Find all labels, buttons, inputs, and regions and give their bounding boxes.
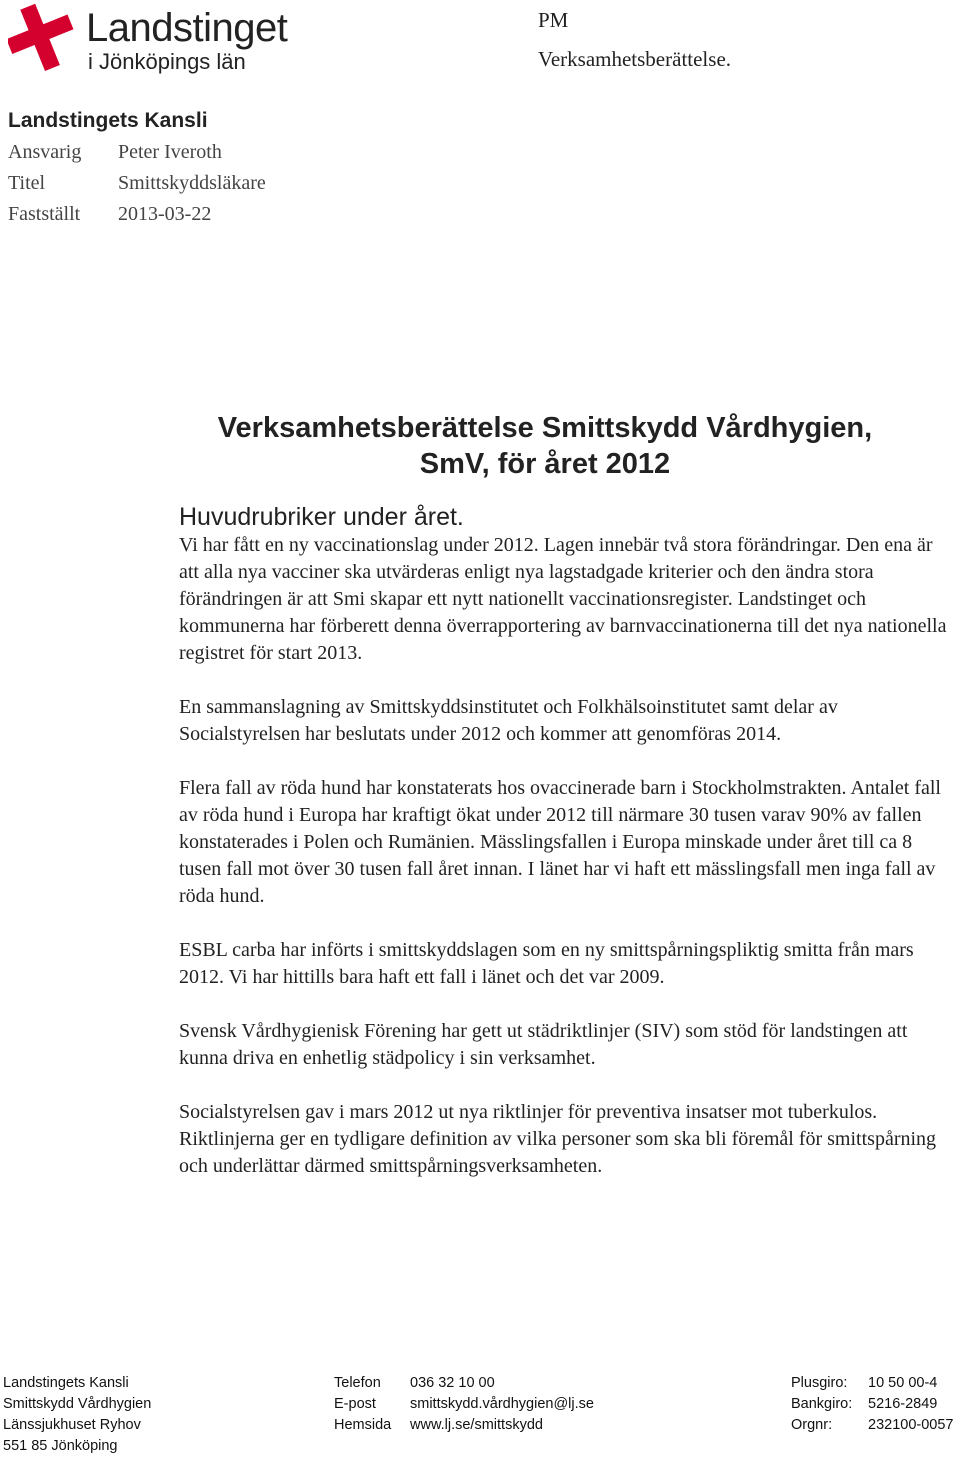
footer-address-line: Länssjukhuset Ryhov: [3, 1417, 141, 1433]
footer-contact-values: [410, 1373, 594, 1436]
document-body: [179, 532, 951, 1207]
title-line-1: Verksamhetsberättelse Smittskydd Vårdhygien,: [217, 412, 873, 444]
meta-row-title: [8, 168, 266, 199]
footer-contact-labels: [334, 1373, 391, 1436]
footer-orgnr: 232100-0057: [868, 1417, 954, 1433]
paragraph-esbl: ESBL carba har införts i smittskyddslagen som en ny smittspårningspliktig smitta från mars 2012. Vi har hittills bara haft ett fall i länet och det var 2009.: [179, 939, 914, 988]
logo-region: i Jönköpings län: [88, 49, 246, 74]
footer-label-orgnr: Orgnr:: [791, 1417, 833, 1433]
footer-website-link[interactable]: www.lj.se/smittskydd: [410, 1417, 543, 1433]
footer-label-bankgiro: Bankgiro:: [791, 1396, 853, 1412]
meta-value: Smittskyddsläkare: [118, 172, 266, 194]
paragraph-merger: En sammanslagning av Smittskyddsinstitutet och Folkhälsoinstitutet samt delar av Socialstyrelsen har beslutats under 2012 och kommer att genomföras 2014.: [179, 696, 838, 745]
footer-label-email: E-post: [334, 1396, 376, 1412]
landstinget-cross-icon: [8, 2, 74, 72]
footer-bank-labels: [791, 1373, 852, 1436]
footer-label-website: Hemsida: [334, 1417, 392, 1433]
meta-label: Titel: [8, 172, 46, 194]
paragraph-cleaning-guidelines: Svensk Vårdhygienisk Förening har gett ut städriktlinjer (SIV) som stöd för landstingen att kunna driva en enhetlig städpolicy i sin verksamhet.: [179, 1020, 908, 1069]
footer: [0, 1373, 960, 1457]
doc-type: PM: [538, 8, 569, 32]
office-heading: Landstingets Kansli: [8, 109, 208, 132]
footer-bankgiro: 5216-2849: [868, 1396, 938, 1412]
paragraph-tuberculosis: Socialstyrelsen gav i mars 2012 ut nya riktlinjer för preventiva insatser mot tuberkulos. Riktlinjerna ger en tydligare definition av vilka personer som ska bli föremål för smittspårning och underlättar därmed smittspårningsverksamheten.: [179, 1101, 937, 1177]
logo: [8, 2, 318, 74]
footer-address-line: 551 85 Jönköping: [3, 1438, 118, 1454]
footer-address-line: Landstingets Kansli: [3, 1375, 129, 1391]
footer-label-phone: Telefon: [334, 1375, 381, 1391]
section-heading: Huvudrubriker under året.: [179, 503, 464, 531]
meta-value: 2013-03-22: [118, 203, 212, 225]
meta-row-approved: [8, 199, 266, 230]
footer-email-link[interactable]: smittskydd.vårdhygien@lj.se: [410, 1396, 594, 1412]
paragraph-vaccination-law: Vi har fått en ny vaccinationslag under 2012. Lagen innebär två stora förändringar. Den ena är att alla nya vacciner ska utvärderas enligt nya lagstadgade kriterier och den ändra stora förändringen är att Smi skapar ett nytt nationellt vaccinationsregister. Landstinget och kommunerna har förberett denna överrapportering av barnvaccinationerna till det nya nationella registret för start 2013.: [179, 534, 947, 664]
footer-address: [3, 1373, 151, 1457]
footer-bank-values: [868, 1373, 953, 1436]
meta-label: Ansvarig: [8, 141, 82, 163]
paragraph-rubella: Flera fall av röda hund har konstaterats hos ovaccinerade barn i Stockholmstrakten. Antalet fall av röda hund i Europa har kraftigt ökat under 2012 till närmare 30 tusen varav 90% av fallen konstaterades i Polen och Rumänien. Mässlingsfallen i Europa minskade under året till ca 8 tusen fall mot över 30 tusen fall året innan. I länet har vi haft ett mässlingsfall men inga fall av röda hund.: [179, 777, 941, 907]
title-line-2: SmV, för året 2012: [419, 448, 671, 480]
footer-plusgiro: 10 50 00-4: [868, 1375, 938, 1391]
document-title: [180, 410, 910, 482]
meta-value: Peter Iveroth: [118, 141, 222, 163]
meta-row-responsible: [8, 137, 266, 168]
footer-phone: 036 32 10 00: [410, 1375, 495, 1391]
footer-address-line: Smittskydd Vårdhygien: [3, 1396, 152, 1412]
logo-name: Landstinget: [86, 6, 288, 50]
meta-label: Fastställt: [8, 203, 81, 225]
doc-subject: Verksamhetsberättelse.: [538, 47, 732, 71]
meta-table: [8, 137, 266, 230]
footer-label-plusgiro: Plusgiro:: [791, 1375, 848, 1391]
